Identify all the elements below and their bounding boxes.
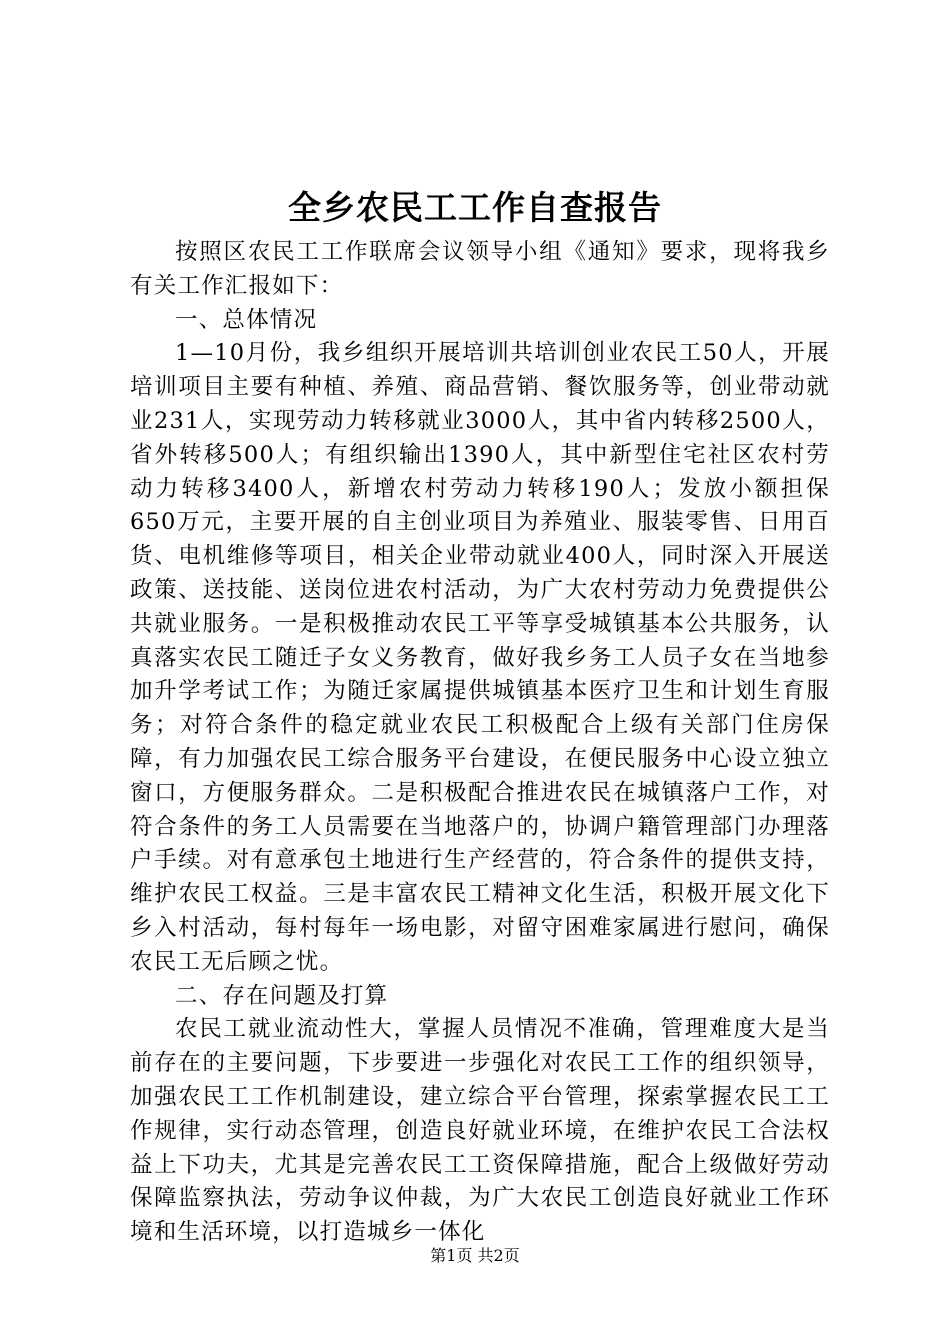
intro-paragraph: 按照区农民工工作联席会议领导小组《通知》要求，现将我乡有关工作汇报如下：: [130, 239, 830, 299]
overview-paragraph: 1—10月份，我乡组织开展培训共培训创业农民工50人，开展培训项目主要有种植、养殖、商品营销、餐饮服务等，创业带动就业231人，实现劳动力转移就业3000人，其中省内转移2500人，省外转移500人；有组织输出1390人，其中新型住宅社区农村劳动力转移3400人，新增农村劳动力转移190人；发放小额担保650万元，主要开展的自主创业项目为养殖业、服装零售、日用百货、电机维修等项目，相关企业带动就业400人，同时深入开展送政策、送技能、送岗位进农村活动，为广大农村劳动力免费提供公共就业服务。一是积极推动农民工平等享受城镇基本公共服务，认真落实农民工随迁子女义务教育，做好我乡务工人员子女在当地参加升学考试工作；为随迁家属提供城镇基本医疗卫生和计划生育服务；对符合条件的稳定就业农民工积极配合上级有关部门住房保障，有力加强农民工综合服务平台建设，在便民服务中心设立独立窗口，方便服务群众。二是积极配合推进农民在城镇落户工作，对符合条件的务工人员需要在当地落户的，协调户籍管理部门办理落户手续。对有意承包土地进行生产经营的，符合条件的提供支持，维护农民工权益。三是丰富农民工精神文化生活，积极开展文化下乡入村活动，每村每年一场电影，对留守困难家属进行慰问，确保农民工无后顾之忧。: [130, 340, 830, 975]
problems-paragraph: 农民工就业流动性大，掌握人员情况不准确，管理难度大是当前存在的主要问题，下步要进一步强化对农民工工作的组织领导，加强农民工工作机制建设，建立综合平台管理，探索掌握农民工工作规律，实行动态管理，创造良好就业环境，在维护农民工合法权益上下功夫，尤其是完善农民工工资保障措施，配合上级做好劳动保障监察执法，劳动争议仲裁，为广大农民工创造良好就业工作环境和生活环境，以打造城乡一体化: [130, 1016, 830, 1246]
document-body: [130, 236, 830, 1250]
document-title: 全乡农民工工作自查报告: [288, 188, 662, 227]
section-heading-problems: 二、存在问题及打算: [175, 982, 389, 1009]
section-heading-overview: 一、总体情况: [175, 306, 318, 333]
page-footer: 第1页 共2页: [430, 1246, 520, 1265]
